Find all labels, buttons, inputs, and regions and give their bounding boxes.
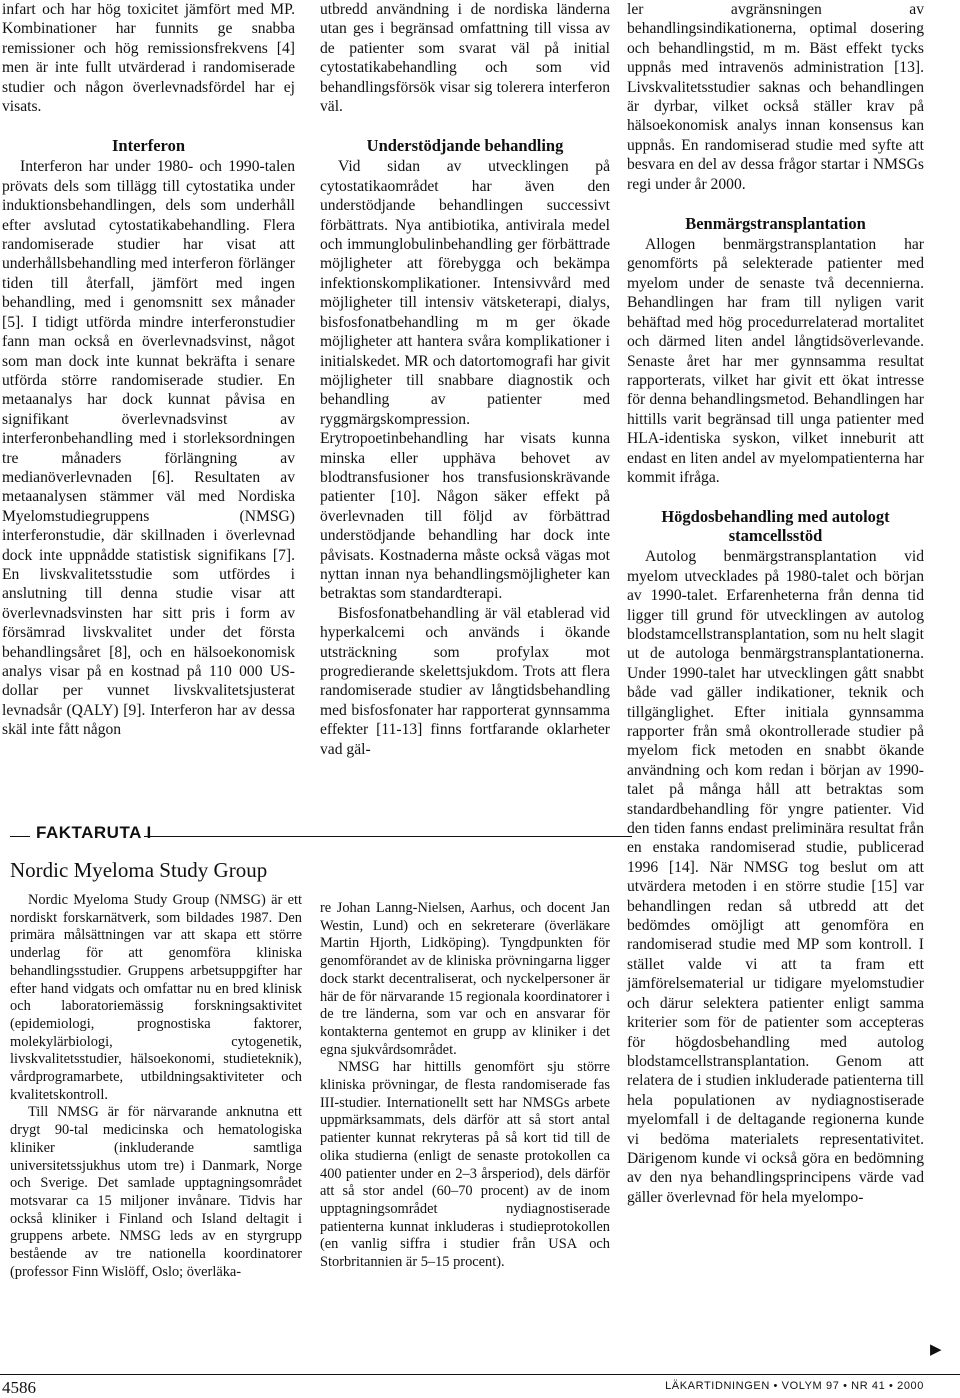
faktaruta-box <box>10 822 302 1281</box>
heading-hogdosbehandling: Högdosbehandling med autologt stamcellsstöd <box>661 507 890 546</box>
continue-arrow-icon: ▶ <box>930 1342 942 1358</box>
faktaruta-label: FAKTARUTA I <box>36 823 152 842</box>
faktaruta-title: Nordic Myeloma Study Group <box>10 858 268 882</box>
column-2 <box>320 0 610 759</box>
faktaruta-paragraph-1: Nordic Myeloma Study Group (NMSG) är ett nordiskt forskarnätverk, som bildades 1987. Den primära målsättningen var att skapa ett större underlag för att genomföra kliniska behandlingsstudier. Gruppens arbetsuppgifter har efter hand vidgats och omfattar nu en bred klinisk och laboratoriemässig forskningsaktivitet (epidemiologi, prognostiska faktorer, molekylärbiologi, cytogenetik, livskvalitetsstudier, hälsoekonomi, studieteknik), vårdprogramarbete, utbildningsaktiviteter och kvalitetskontroll. <box>10 892 302 1103</box>
col1-body-paragraph: Interferon har under 1980- och 1990-talen prövats dels som tillägg till cytostatika under induktionsbehandlingen, dels som underhåll efter avslutad cytostatikabehandling. Flera randomiserade studier har visat att underhållsbehandling med interferon förlänger tiden till återfall, jämfört med ingen behandling, med i genomsnitt sex månader [5]. I tidigt utförda mindre interferonstudier fann man också en överlevnadsvinst, något som man dock inte kunnat bekräfta i senare utförda större randomiserade studier. En metaanalys har dock kunnat påvisa en signifikant överlevnadsvinst av interferonbehandling med i storleksordningen tre månaders förlängning av medianöverlevnaden [6]. Resultaten av metaanalysen stämmer väl med Nordiska Myelomstudiegruppens (NMSG) interferonstudie, där skillnaden i överlevnad dock inte uppnådde statistisk signifikans [7]. En livskvalitetsstudie som utfördes i anslutning till denna studie visar att överlevnadsvinsten har sitt pris i form av försämrad livskvalitet under det första behandlingsåret [8], och en hälsoekonomisk analys visar på en kostnad på 110 000 US-dollar per vunnet livskvalitetsjusterat levnadsår (QALY) [9]. Interferon har av dessa skäl inte fått någon <box>2 158 295 739</box>
page-number: 4586 <box>2 1378 36 1397</box>
faktaruta-continuation <box>320 900 610 1272</box>
page-footer <box>0 1374 960 1395</box>
faktaruta-header <box>10 822 302 852</box>
journal-info: LÄKARTIDNINGEN • VOLYM 97 • NR 41 • 2000 <box>665 1380 924 1392</box>
column-1 <box>2 0 295 740</box>
col3-paragraph-1: Allogen benmärgstransplantation har genomförts på selekterade patienter med myelom under de senaste två decennierna. Behandlingen har fram till nyligen varit behäftad med hög procedurrelaterad mortalitet och därmed liten andel långtidsöverlevande. Senaste året har mer gynnsamma resultat rapporterats, vilket har givit ett ökat intresse för denna behandlingsmetod. Behandlingen har hittills varit begränsad till unga patienter med HLA-identiska syskon, vilket inneburit att endast en liten andel av myelompatienterna har kommit ifråga. <box>627 236 924 486</box>
col2-intro-paragraph: utbredd användning i de nordiska länderna utan ges i begränsad omfattning till vissa av de patienter som svarat väl på initial cytostatikabehandling och som vid behandlingsförsök visar sig tolerera interferon väl. <box>320 1 610 116</box>
heading-interferon: Interferon <box>111 136 185 156</box>
heading-benmargstransplantation: Benmärgstransplantation <box>685 214 866 234</box>
col1-intro-paragraph: infart och har hög toxicitet jämfört med MP. Kombinationer har funnits ge snabba remissioner och hög remissionsfrekvens [4] men är inte fullt utvärderad i randomiserade studier och någon överlevnadsfördel har ej visats. <box>2 1 295 116</box>
col2-paragraph-2: Bisfosfonatbehandling är väl etablerad vid hyperkalcemi och används i ökande utsträckning som profylax mot progredierande skelettsjukdom. Trots att flera randomiserade studier av långtidsbehandling med bisfosfonater har rapporterat gynnsamma effekter [11-13] finns fortfarande oklarheter vad gäl- <box>320 604 610 758</box>
faktaruta-rule-right <box>144 836 632 837</box>
col3-intro-paragraph: ler avgränsningen av behandlingsindikationerna, optimal dosering och behandlingstid, m m. Bäst effekt tycks uppnås med intravenös administration [13]. Livskvalitetsstudier saknas och behandlingen är dyrbar, vilket också ställer krav på hälsoekonomisk analys innan konsensus kan uppnås. En randomiserad studie med syfte att besvara en del av dessa frågor startar i NMSGs regi under år 2000. <box>627 1 924 193</box>
faktaruta-rule-left <box>10 836 30 837</box>
column-3 <box>627 0 924 1207</box>
col2-paragraph-1: Vid sidan av utvecklingen på cytostatikaområdet har även den understödjande behandlingen successivt förbättrats. Nya antibiotika, antivirala medel och immunglobulinbehandling ger förbättrade möjligheter att förebygga och bekämpa infektionskomplikationer. Intensivvård med möjligheter till intensiv vätsketerapi, dialys, bisfosfonatbehandling m m ger ökade möjligheter att hantera svåra komplikationer i initialskedet. MR och datortomografi har givit möjligheter till snabbare diagnostik och behandling av patienter med ryggmärgskompression. Erytropoetinbehandling har visats kunna minska eller upphäva behovet av blodtransfusioner hos transfusionskrävande patienter [10]. Någon säker effekt på överlevnaden till följd av förbättrad understödjande behandling har dock inte påvisats. Kostnaderna måste också vägas mot nyttan innan nya behandlingsmöjligheter kan betraktas som standardterapi. <box>320 158 610 603</box>
faktaruta-paragraph-2: Till NMSG är för närvarande anknutna ett drygt 90-tal medicinska och hematologiska kliniker (inkluderande samtliga universitetssjukhus utom tre) i Danmark, Norge och Sverige. Det samlade upptagningsområdet motsvarar ca 15 miljoner invånare. Tidvis har också kliniker i Finland och Island deltagit i gruppens arbete. NMSG leds av en styrgrupp bestående av tre nationella koordinatorer (professor Finn Wislöff, Oslo; överläka- <box>10 1104 302 1280</box>
faktaruta-paragraph-4: NMSG har hittills genomfört sju större kliniska prövningar, de flesta randomiserade fas III-studier. Internationellt sett har NMSGs arbete uppmärksammats, dels därför att så stort antal patienter kunnat rekryteras på så kort tid till de olika studierna (enligt de senaste protokollen ca 400 patienter under en 2–3 årsperiod), dels därför att så stor andel (60–70 procent) av de inom upptagningsområdet nydiagnostiserade patienterna kunnat inkluderas i studieprotokollen (en vanlig siffra i studier från USA och Storbritannien är 5–15 procent). <box>320 1059 610 1271</box>
col3-paragraph-2: Autolog benmärgstransplantation vid myelom utvecklades på 1980-talet och början av 1990-talet. Erfarenheterna från denna tid ligger till grund för utvecklingen av autolog blodstamcellstransplantation, som nu helt slagit ut de autologa benmärgstransplantationerna. Under 1990-talet har utvecklingen gått snabbt både vad gäller indikationer, teknik och tillgänglighet. Efter initiala gynnsamma rapporter från små okontrollerade studier på myelom fick metoden en snabbt ökande användning och kom redan i början av 1990-talet på många håll att betraktas som standardbehandling för yngre patienter. Vid den tiden fanns endast preliminära resultat från en enstaka randomiserad studie, publicerad 1996 [14]. När NMSG tog beslut om att utvärdera metoden i en större studie [15] var behandlingen redan så utbredd att det bedömdes omöjligt att genomföra en randomiserad studie med MP som kontroll. I stället valde vi att ta fram ett jämförelsematerial ur tidigare myelomstudier och därur selektera patienter enligt samma kriterier som för de patienter som accepteras för högdosbehandling med autolog blodstamcellstransplantation. Genom att relatera de i studien inkluderade patienterna till hela populationen av nydiagnostiserade myelomfall i de deltagande regionerna kunde vi bedöma materialets representativitet. Därigenom kunde vi också göra en bedömning av den nya behandlingsprincipens värde vad gäller överlevnad för hela myelompo- <box>627 548 924 1206</box>
faktaruta-paragraph-3: re Johan Lanng-Nielsen, Aarhus, och docent Jan Westin, Lund) och en sekreterare (överläkare Martin Hjorth, Lidköping). Tyngdpunkten för genomförandet av de kliniska prövningarna ligger dock starkt decentraliserat, och nyckelpersoner är här de för närvarande 15 regionala koordinatorer i de tre länderna, som var och en ansvarar för kontakterna gentemot en grupp av kliniker i det egna sjukvårdsområdet. <box>320 900 610 1058</box>
heading-understodjande-behandling: Understödjande behandling <box>366 136 564 156</box>
